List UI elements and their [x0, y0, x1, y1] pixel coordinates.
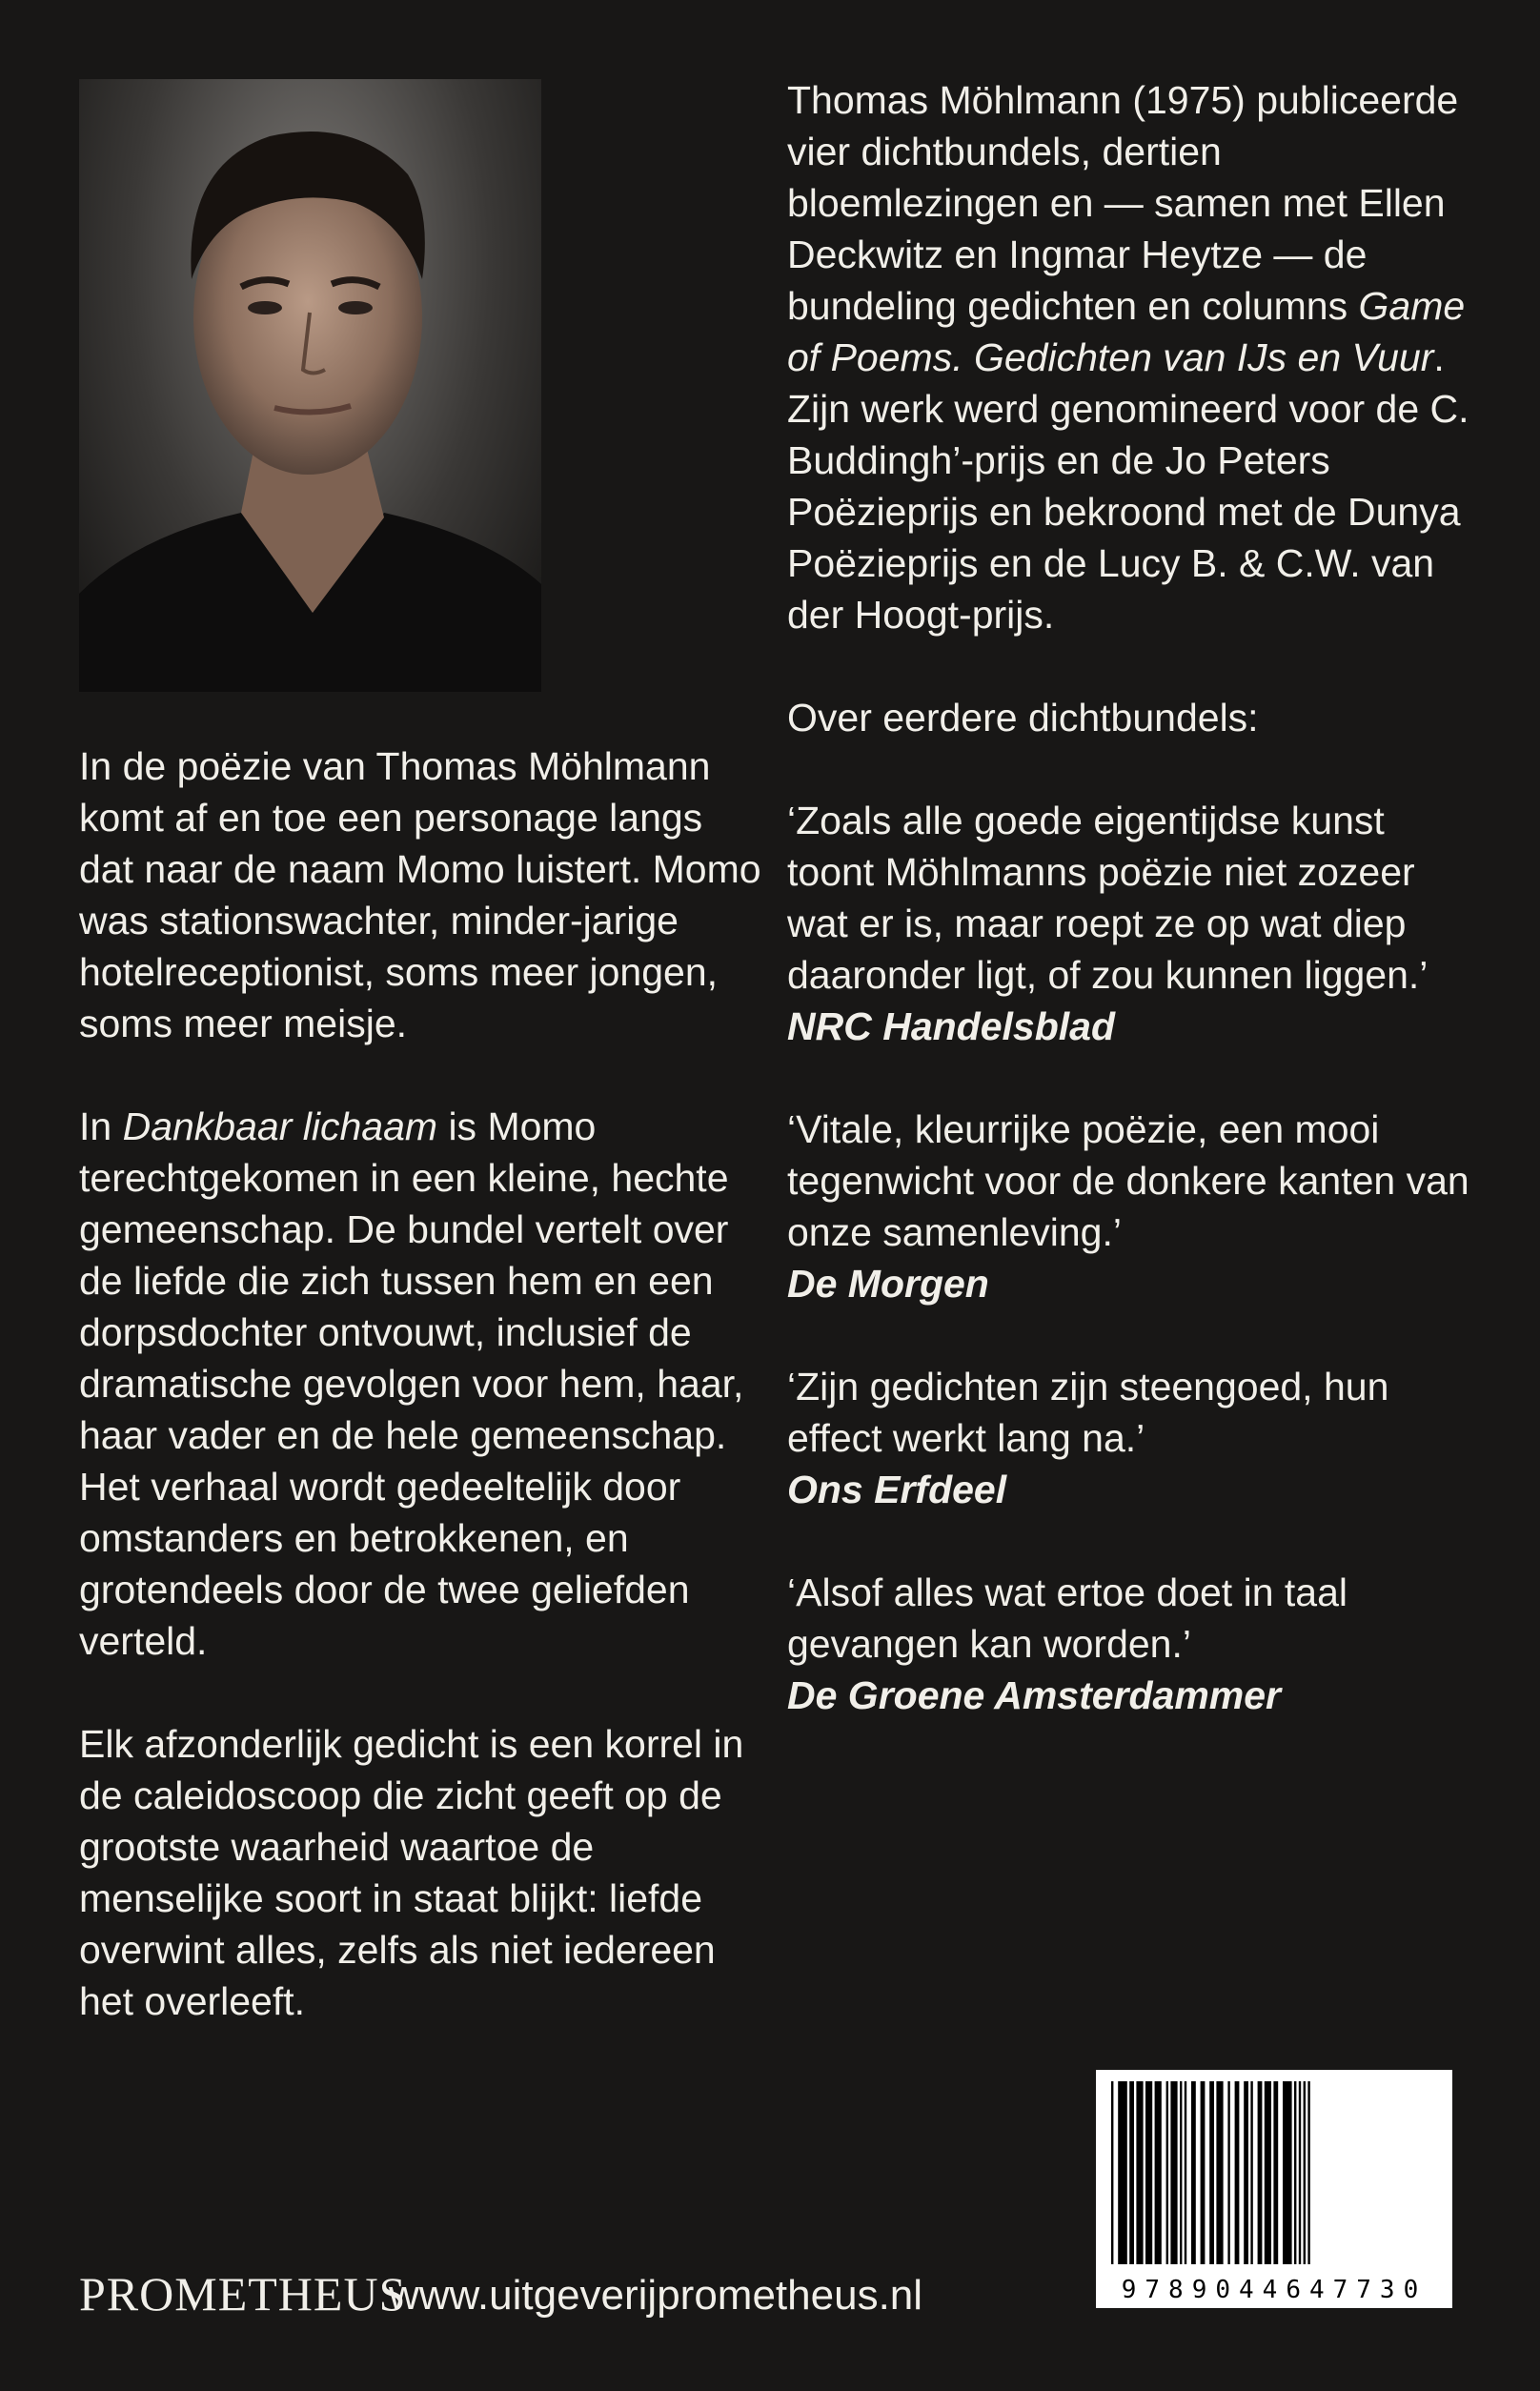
quote-source: Ons Erfdeel: [787, 1468, 1007, 1511]
barcode-bar: [1191, 2081, 1196, 2264]
barcode-bar: [1273, 2081, 1278, 2264]
quote-text: ‘Alsof alles wat ertoe doet in taal gevangen kan worden.’: [787, 1570, 1348, 1666]
review-quote: [787, 795, 1473, 1052]
portrait-illustration: [79, 79, 541, 692]
barcode-bar: [1283, 2081, 1292, 2264]
publisher-logo: PROMETHEUS: [79, 2267, 407, 2320]
barcode-bar: [1170, 2081, 1177, 2264]
review-quote: [787, 1361, 1473, 1515]
barcode-bar: [1209, 2081, 1214, 2264]
barcode-bar: [1258, 2081, 1263, 2264]
barcode-bar: [1136, 2081, 1143, 2264]
review-quote: [787, 1567, 1473, 1721]
barcode-bar: [1304, 2081, 1306, 2264]
reviews-heading: Over eerdere dichtbundels:: [787, 696, 1259, 740]
barcode-bar: [1307, 2081, 1309, 2264]
barcode-bar: [1111, 2081, 1113, 2264]
barcode-bars: [1107, 2081, 1441, 2264]
synopsis-paragraph-1: In de poëzie van Thomas Möhlmann komt af en toe een personage langs dat naar de naam Momo luistert. Momo was stationswachter, minder-jarige hotelreceptionist, soms meer jongen, soms meer meisje.: [79, 744, 761, 1045]
barcode-bar: [1250, 2081, 1252, 2264]
bio-text: . Zijn werk werd genomineerd voor de C. Buddingh’-prijs en de Jo Peters Poëzieprijs en bekroond met de Dunya Poëzieprijs en de Lucy B. & C.W. van der Hoogt-prijs.: [787, 335, 1469, 637]
barcode-bar: [1201, 2081, 1206, 2264]
synopsis-paragraph-2: [79, 1101, 765, 1667]
right-column: [787, 74, 1473, 1773]
barcode-bar: [1244, 2081, 1248, 2264]
bio-book-title: Game of Poems. Gedichten van IJs en Vuur: [787, 284, 1466, 379]
quote-source: De Groene Amsterdammer: [787, 1673, 1282, 1717]
barcode-bar: [1185, 2081, 1186, 2264]
left-column: [79, 740, 765, 2027]
synopsis-text: is Momo terechtgekomen in een kleine, hechte gemeenschap. De bundel vertelt over de liefde die zich tussen hem en een dorpsdochter ontvouwt, inclusief de dramatische gevolgen voor hem, haar, haar vader en de hele gemeenschap. Het verhaal wordt gedeeltelijk door omstanders en betrokkenen, en grotendeels door de twee geliefden verteld.: [79, 1104, 744, 1663]
barcode-bar: [1166, 2081, 1168, 2264]
synopsis-text: In: [79, 1104, 123, 1148]
barcode-bar: [1118, 2081, 1127, 2264]
quote-source: De Morgen: [787, 1262, 989, 1306]
barcode-bar: [1180, 2081, 1182, 2264]
quote-text: ‘Vitale, kleurrijke poëzie, een mooi tegenwicht voor de donkere kanten van onze samenleving.’: [787, 1107, 1469, 1254]
publisher-url[interactable]: www.uitgeverijprometheus.nl: [389, 2272, 923, 2319]
synopsis-paragraph-3: Elk afzonderlijk gedicht is een korrel in de caleidoscoop die zicht geeft op de grootste waarheid waartoe de menselijke soort in staat blijkt: liefde overwint alles, zelfs als niet iedereen het overleeft.: [79, 1722, 744, 2023]
book-title: Dankbaar lichaam: [122, 1104, 438, 1148]
barcode-bar: [1227, 2081, 1229, 2264]
barcode-bar: [1145, 2081, 1152, 2264]
barcode-bar: [1265, 2081, 1271, 2264]
barcode-bar: [1235, 2081, 1240, 2264]
quote-text: ‘Zijn gedichten zijn steengoed, hun effect werkt lang na.’: [787, 1365, 1389, 1460]
barcode-bar: [1294, 2081, 1296, 2264]
author-photo: [79, 79, 541, 692]
author-bio: [787, 74, 1473, 640]
barcode-bar: [1216, 2081, 1223, 2264]
quote-text: ‘Zoals alle goede eigentijdse kunst toont Möhlmanns poëzie niet zozeer wat er is, maar roept ze op wat diep daaronder ligt, of zou kunnen liggen.’: [787, 799, 1429, 997]
barcode-bar: [1155, 2081, 1162, 2264]
isbn-barcode: [1096, 2070, 1452, 2308]
quote-source: NRC Handelsblad: [787, 1004, 1115, 1048]
isbn-number: 9789044647730: [1121, 2276, 1428, 2304]
barcode-bar: [1299, 2081, 1301, 2264]
bio-text: Thomas Möhlmann (1975) publiceerde vier dichtbundels, dertien bloemlezingen en — samen met Ellen Deckwitz en Ingmar Heytze — de bundeling gedichten en columns: [787, 78, 1459, 328]
review-quote: [787, 1104, 1473, 1309]
barcode-bar: [1129, 2081, 1134, 2264]
